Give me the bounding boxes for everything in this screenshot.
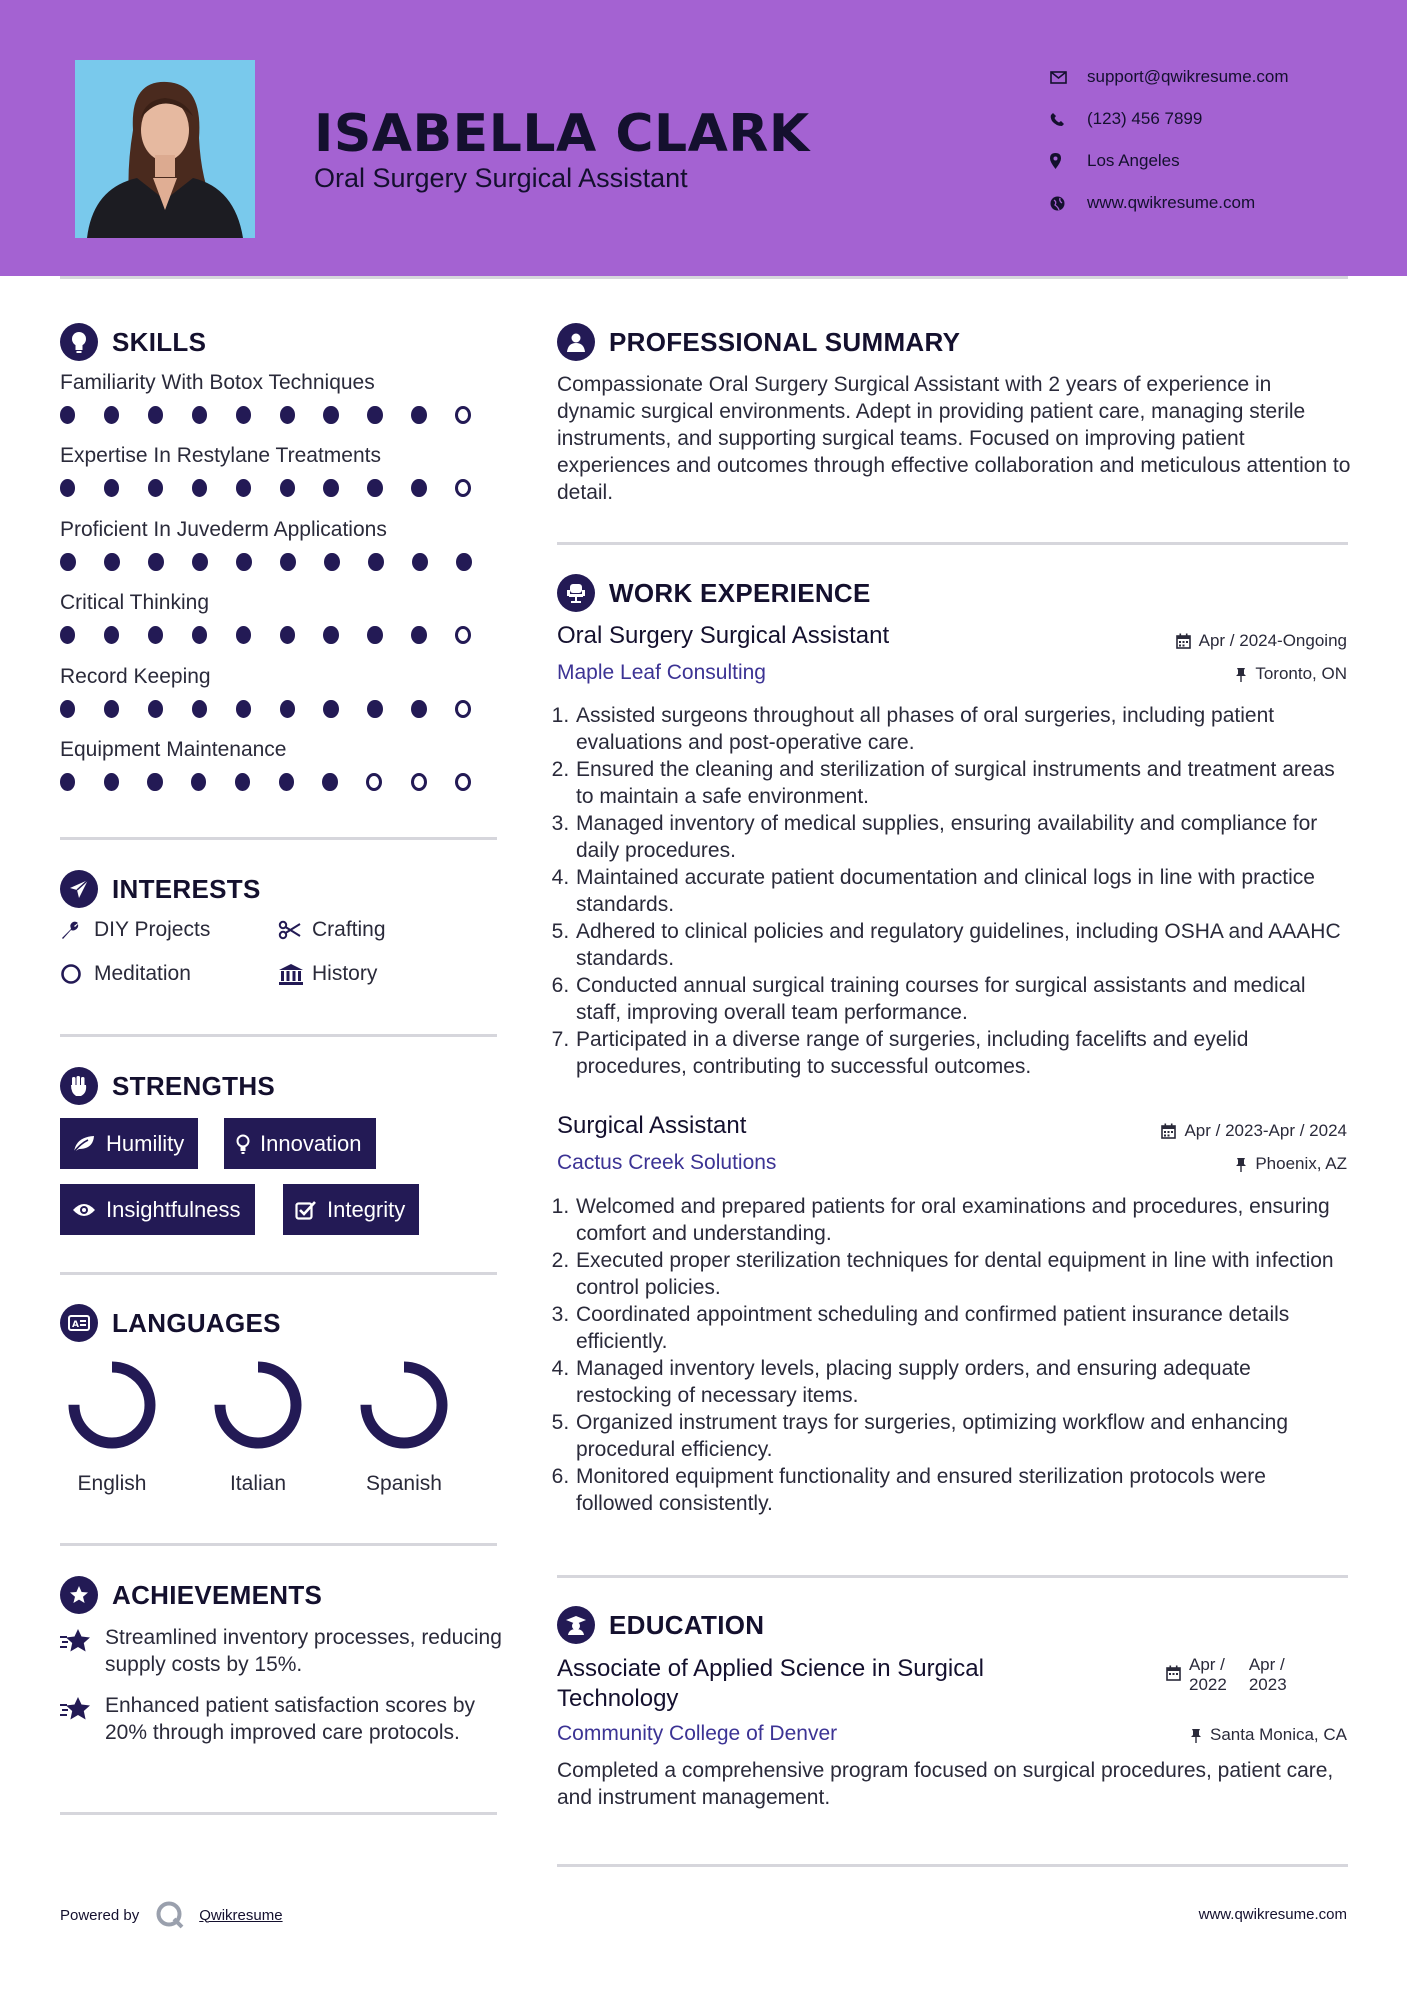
education-dates xyxy=(1166,1655,1287,1695)
start-month: Apr / xyxy=(1189,1655,1225,1674)
museum-icon xyxy=(278,963,312,985)
responsibility-item: 2. Executed proper sterilization techniques for dental equipment in line with infection control policies. xyxy=(575,1247,1347,1301)
rating-dot-filled xyxy=(148,626,163,644)
strength-tag xyxy=(224,1118,376,1169)
rating-dot-filled xyxy=(236,406,251,424)
achievement-item xyxy=(60,1624,510,1678)
interest-label: DIY Projects xyxy=(94,918,211,941)
profile-photo xyxy=(75,60,255,238)
company-name: Maple Leaf Consulting xyxy=(557,661,766,684)
strength-label: Integrity xyxy=(327,1196,406,1222)
rating-dot-filled xyxy=(192,626,207,644)
language-level-arc xyxy=(220,1367,296,1443)
strength-tag xyxy=(283,1184,419,1235)
contact-location xyxy=(1050,140,1289,182)
contact-location-text: Los Angeles xyxy=(1087,151,1180,170)
rating-dot-filled xyxy=(367,479,382,497)
rating-dot-filled xyxy=(323,626,338,644)
divider xyxy=(60,1034,497,1037)
job-title: Surgical Assistant xyxy=(557,1112,747,1139)
education-description: Completed a comprehensive program focused on surgical procedures, patient care, and instrument management. xyxy=(557,1759,1334,1809)
envelope-icon xyxy=(1050,71,1087,84)
language-name: English xyxy=(77,1472,147,1495)
responsibility-item: 2. Ensured the cleaning and sterilization of surgical instruments and treatment areas to maintain a safe environment. xyxy=(575,756,1347,810)
user-icon xyxy=(557,323,595,361)
interest-label: History xyxy=(312,962,378,985)
rating-dot-filled xyxy=(104,406,119,424)
contact-email[interactable] xyxy=(1050,56,1289,98)
rating-dot-filled xyxy=(279,773,294,791)
rating-dot-filled xyxy=(147,773,162,791)
strengths-heading xyxy=(60,1067,275,1105)
responsibility-item: 4. Maintained accurate patient documentation and clinical logs in line with practice standards. xyxy=(575,864,1347,918)
rating-dot-filled xyxy=(411,700,426,718)
job-title: Oral Surgery Surgical Assistant xyxy=(557,622,890,649)
interest-label: Crafting xyxy=(312,918,386,941)
achievements-heading xyxy=(60,1576,322,1614)
lightbulb-icon xyxy=(60,323,98,361)
divider xyxy=(557,542,1348,545)
rating-dot-filled xyxy=(367,626,382,644)
education-location xyxy=(1190,1725,1347,1745)
rating-dot-filled xyxy=(60,626,75,644)
strength-label: Insightfulness xyxy=(106,1196,241,1222)
skill-name: Record Keeping xyxy=(60,664,211,688)
rating-dot-filled xyxy=(104,626,119,644)
responsibility-item: 5. Adhered to clinical policies and regulatory guidelines, including OSHA and AAAHC standards. xyxy=(575,918,1347,972)
rating-dot-filled xyxy=(60,773,75,791)
summary-heading xyxy=(557,323,960,361)
leaf-icon xyxy=(72,1135,96,1153)
company-name: Cactus Creek Solutions xyxy=(557,1151,777,1174)
rating-dot-filled xyxy=(411,626,426,644)
rating-dot-filled xyxy=(104,773,119,791)
rating-dot-filled xyxy=(192,479,207,497)
contact-website[interactable] xyxy=(1050,182,1289,224)
rating-dot-filled xyxy=(324,553,340,571)
education-title: EDUCATION xyxy=(609,1609,765,1640)
rating-dot-empty xyxy=(411,773,427,791)
rating-dot-filled xyxy=(280,626,295,644)
responsibility-item: 4. Managed inventory levels, placing supply orders, and ensuring adequate restocking of necessary items. xyxy=(575,1355,1347,1409)
job-responsibilities xyxy=(557,702,1347,1080)
rating-dot-filled xyxy=(456,553,472,571)
rating-dot-empty xyxy=(455,479,471,497)
star-icon xyxy=(60,1624,105,1678)
start-year: 2022 xyxy=(1189,1675,1227,1694)
rating-dot-filled xyxy=(323,479,338,497)
summary-text: Compassionate Oral Surgery Surgical Assistant with 2 years of experience in dynamic surgical environments. Adept in providing patient care, managing sterile instruments, and supporting surgical teams. Focused on improving patient experiences and outcomes through effective collaboration and meticulous attention to detail. xyxy=(557,373,1351,504)
skill-rating xyxy=(60,406,500,424)
skill-rating xyxy=(60,479,500,497)
skill-row xyxy=(60,591,500,644)
rating-dot-filled xyxy=(192,700,207,718)
strength-tag xyxy=(60,1184,255,1235)
rating-dot-filled xyxy=(104,479,119,497)
fist-icon xyxy=(60,1067,98,1105)
education-location-text: Santa Monica, CA xyxy=(1209,1725,1347,1744)
map-pin-icon xyxy=(1050,153,1087,169)
skill-rating xyxy=(60,700,500,718)
rating-dot-filled xyxy=(60,553,76,571)
job-dates-text: Apr / 2023-Apr / 2024 xyxy=(1184,1121,1347,1140)
pushpin-icon xyxy=(1190,1728,1202,1743)
job-location xyxy=(1235,1154,1347,1174)
language-item xyxy=(52,1357,172,1496)
rating-dot-filled xyxy=(191,773,206,791)
interest-item xyxy=(278,962,377,986)
contact-phone-text: (123) 456 7899 xyxy=(1087,109,1203,128)
responsibility-item: 6. Conducted annual surgical training courses for surgical assistants and medical staff, improving overall team performance. xyxy=(575,972,1347,1026)
rating-dot-filled xyxy=(412,553,428,571)
achievement-text: Enhanced patient satisfaction scores by 20% through improved care protocols. xyxy=(105,1694,476,1744)
wrench-icon xyxy=(60,920,94,940)
rating-dot-filled xyxy=(104,553,120,571)
job-location-text: Toronto, ON xyxy=(1255,664,1347,683)
rating-dot-filled xyxy=(236,553,252,571)
rating-dot-filled xyxy=(280,700,295,718)
rating-dot-filled xyxy=(367,700,382,718)
languages-title: LANGUAGES xyxy=(112,1307,281,1338)
rating-dot-filled xyxy=(280,479,295,497)
rating-dot-filled xyxy=(236,626,251,644)
job-location xyxy=(1235,664,1347,684)
rating-dot-filled xyxy=(323,406,338,424)
achievements-title: ACHIEVEMENTS xyxy=(112,1579,323,1610)
skill-name: Equipment Maintenance xyxy=(60,738,287,761)
rating-dot-empty xyxy=(455,406,471,424)
education-heading xyxy=(557,1606,764,1644)
job-responsibilities xyxy=(557,1193,1347,1517)
skill-name: Familiarity With Botox Techniques xyxy=(60,371,375,394)
rating-dot-filled xyxy=(280,406,295,424)
graduate-icon xyxy=(557,1606,595,1644)
skills-heading xyxy=(60,323,206,361)
id-card-icon xyxy=(60,1304,98,1342)
responsibility-item: 5. Organized instrument trays for surgeries, optimizing workflow and enhancing procedural efficiency. xyxy=(575,1409,1347,1463)
rating-dot-filled xyxy=(60,479,75,497)
divider xyxy=(557,1575,1348,1578)
rating-dot-filled xyxy=(322,773,337,791)
contact-list xyxy=(1050,56,1289,224)
checkbox-icon xyxy=(295,1200,317,1220)
rating-dot-filled xyxy=(280,553,296,571)
language-name: Spanish xyxy=(366,1472,442,1495)
rating-dot-filled xyxy=(148,700,163,718)
rating-dot-filled xyxy=(148,553,164,571)
language-level-ring xyxy=(210,1357,306,1453)
rating-dot-filled xyxy=(104,700,119,718)
calendar-icon xyxy=(1176,633,1191,649)
responsibility-item: 3. Managed inventory of medical supplies, ensuring availability and compliance for daily procedures. xyxy=(575,810,1347,864)
skill-row xyxy=(60,665,500,718)
footer-website[interactable]: www.qwikresume.com xyxy=(1198,1906,1347,1923)
rating-dot-filled xyxy=(368,553,384,571)
footer-powered-by xyxy=(60,1900,283,1930)
powered-by-text: Powered by xyxy=(60,1906,140,1924)
degree-line: Technology xyxy=(557,1685,679,1712)
responsibility-item: 1. Welcomed and prepared patients for oral examinations and procedures, ensuring comfort and understanding. xyxy=(575,1193,1347,1247)
job-dates xyxy=(1176,631,1347,651)
rating-dot-empty xyxy=(455,700,471,718)
rating-dot-filled xyxy=(192,553,208,571)
strength-tag xyxy=(60,1118,198,1169)
candidate-role: Oral Surgery Surgical Assistant xyxy=(314,163,688,193)
strengths-title: STRENGTHS xyxy=(112,1070,276,1101)
skill-row xyxy=(60,518,500,571)
responsibility-item: 1. Assisted surgeons throughout all phases of oral surgeries, including patient evaluations and post-operative care. xyxy=(575,702,1347,756)
rating-dot-filled xyxy=(148,479,163,497)
skills-title: SKILLS xyxy=(112,326,207,357)
interests-title: INTERESTS xyxy=(112,873,261,904)
skill-rating xyxy=(60,553,500,571)
end-month: Apr / xyxy=(1248,1655,1285,1674)
skill-row xyxy=(60,738,500,791)
skill-row xyxy=(60,371,500,424)
interest-item xyxy=(278,918,386,942)
strength-label: Innovation xyxy=(260,1130,362,1156)
skill-rating xyxy=(60,773,500,791)
interest-item xyxy=(60,962,191,986)
experience-heading xyxy=(557,574,871,612)
interest-label: Meditation xyxy=(94,962,191,985)
qwikresume-link[interactable]: Qwikresume xyxy=(199,1906,283,1924)
language-name: Italian xyxy=(229,1472,287,1495)
pushpin-icon xyxy=(1235,1157,1247,1172)
skill-name: Critical Thinking xyxy=(60,591,209,615)
calendar-icon xyxy=(1161,1123,1176,1139)
language-level-arc xyxy=(366,1367,442,1443)
rating-dot-filled xyxy=(60,700,75,718)
rating-dot-empty xyxy=(455,626,471,644)
interests-heading xyxy=(60,870,261,908)
eye-icon xyxy=(72,1202,96,1218)
job-dates-text: Apr / 2024-Ongoing xyxy=(1198,631,1347,650)
star-badge-icon xyxy=(60,1576,98,1614)
rating-dot-filled xyxy=(323,700,338,718)
achievement-item xyxy=(60,1692,510,1746)
rating-dot-filled xyxy=(411,406,426,424)
circle-icon xyxy=(60,963,94,985)
rating-dot-filled xyxy=(60,406,75,424)
skill-row xyxy=(60,444,500,497)
language-level-ring xyxy=(64,1357,160,1453)
rating-dot-filled xyxy=(236,479,251,497)
rating-dot-filled xyxy=(367,406,382,424)
svg-text:A: A xyxy=(72,1320,79,1330)
calendar-icon xyxy=(1166,1655,1181,1686)
responsibility-item: 6. Monitored equipment functionality and ensured sterilization protocols were followed consistently. xyxy=(575,1463,1347,1517)
summary-title: PROFESSIONAL SUMMARY xyxy=(609,326,961,357)
skill-name: Expertise In Restylane Treatments xyxy=(60,444,381,468)
rating-dot-empty xyxy=(366,773,382,791)
divider xyxy=(60,1272,497,1275)
language-level-ring xyxy=(356,1357,452,1453)
interest-item xyxy=(60,918,210,942)
lightbulb-icon xyxy=(236,1134,250,1154)
end-year: 2023 xyxy=(1248,1675,1287,1694)
responsibility-item: 7. Participated in a diverse range of surgeries, including facelifts and eyelid procedures, contributing to successful outcomes. xyxy=(575,1026,1347,1080)
rating-dot-filled xyxy=(235,773,250,791)
divider xyxy=(60,1543,497,1546)
rating-dot-empty xyxy=(455,773,471,791)
rating-dot-filled xyxy=(148,406,163,424)
resume-header xyxy=(0,0,1407,276)
divider xyxy=(557,1864,1348,1867)
candidate-name: ISABELLA CLARK xyxy=(314,104,810,164)
strength-label: Humility xyxy=(106,1130,185,1156)
achievement-text: Streamlined inventory processes, reducing supply costs by 15%. xyxy=(105,1626,502,1676)
skill-rating xyxy=(60,626,500,644)
qwikresume-logo-icon xyxy=(155,1900,185,1930)
rating-dot-filled xyxy=(411,479,426,497)
degree-line: Associate of Applied Science in Surgical xyxy=(557,1655,984,1682)
school-name: Community College of Denver xyxy=(557,1722,838,1745)
education-start xyxy=(1189,1655,1227,1695)
languages-heading xyxy=(60,1304,281,1342)
paper-plane-icon xyxy=(60,870,98,908)
divider xyxy=(60,1812,497,1815)
language-item xyxy=(344,1357,464,1496)
skill-name: Proficient In Juvederm Applications xyxy=(60,517,387,541)
education-end xyxy=(1249,1655,1287,1695)
divider xyxy=(60,837,497,840)
star-icon xyxy=(60,1692,105,1746)
job-dates xyxy=(1161,1121,1347,1141)
header-divider xyxy=(60,276,1348,279)
pushpin-icon xyxy=(1235,667,1247,682)
chair-icon xyxy=(557,574,595,612)
rating-dot-filled xyxy=(192,406,207,424)
responsibility-item: 3. Coordinated appointment scheduling and confirmed patient insurance details efficiently. xyxy=(575,1301,1347,1355)
language-level-arc xyxy=(74,1367,150,1443)
experience-title: WORK EXPERIENCE xyxy=(609,577,871,608)
phone-icon xyxy=(1050,112,1087,127)
scissors-icon xyxy=(278,920,312,940)
job-location-text: Phoenix, AZ xyxy=(1255,1154,1347,1173)
rating-dot-filled xyxy=(236,700,251,718)
degree-title xyxy=(557,1654,984,1714)
contact-email-text: support@qwikresume.com xyxy=(1087,67,1289,86)
contact-phone[interactable] xyxy=(1050,98,1289,140)
contact-website-text: www.qwikresume.com xyxy=(1087,193,1256,212)
language-item xyxy=(198,1357,318,1496)
globe-icon xyxy=(1050,196,1087,211)
